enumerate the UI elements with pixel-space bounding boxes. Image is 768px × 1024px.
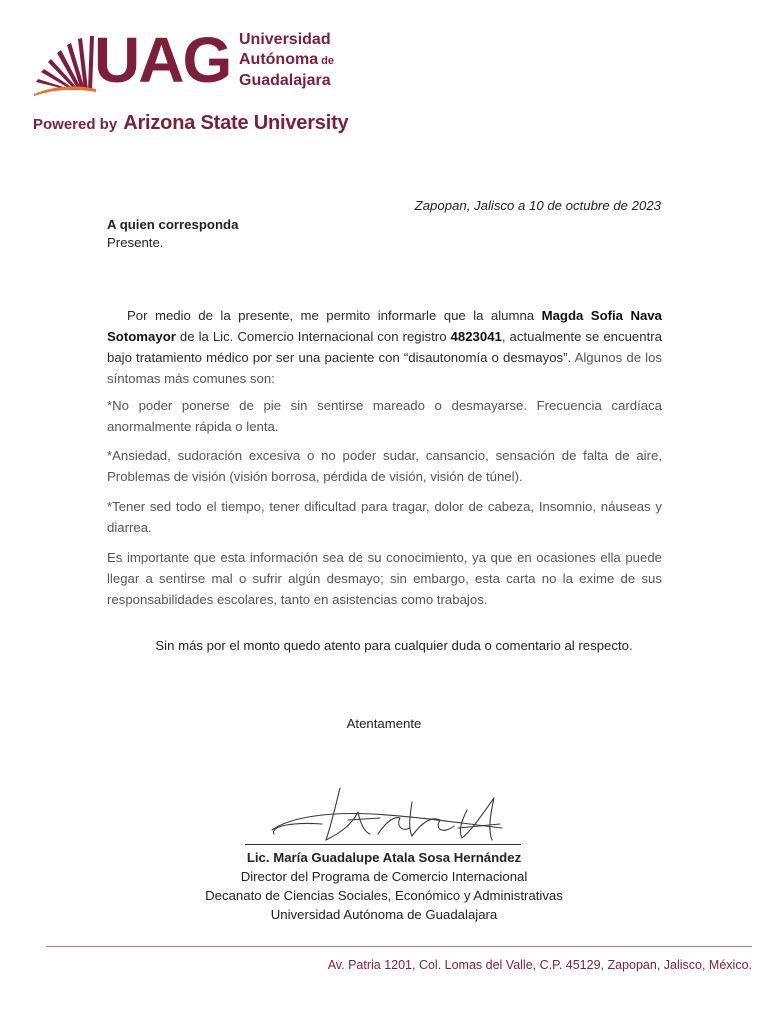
footer-address: Av. Patria 1201, Col. Lomas del Valle, C.P. 45129, Zapopan, Jalisco, México. [327,958,752,972]
signer-name: Lic. María Guadalupe Atala Sosa Hernández [246,850,522,865]
important-paragraph [107,547,662,610]
symptom-paragraph-2 [107,445,662,487]
signer-university: Universidad Autónoma de Guadalajara [270,907,498,922]
regards: Atentamente [346,716,422,731]
university-name-line1: Universidad [239,31,331,48]
university-name-line3: Guadalajara [239,72,331,89]
university-name-de: de [321,55,334,67]
symptom-paragraph-3 [107,496,662,538]
intro-text-2: de la Lic. Comercio Internacional con registro [175,329,451,344]
signer-department: Decanato de Ciencias Sociales, Económico y Administrativas [205,888,563,903]
symptom-text-3: *Tener sed todo el tiempo, tener dificultad para tragar, dolor de cabeza, Insomnio, náuseas y diarrea. [107,499,662,535]
uag-logo [30,26,350,138]
intro-paragraph [107,305,662,389]
signer-title: Director del Programa de Comercio Internacional [240,869,528,884]
intro-text-4: Algunos de los síntomas más comunes son: [107,350,663,386]
footer-divider [46,946,752,947]
symptom-text-1: *No poder ponerse de pie sin sentirse mareado o desmayarse. Frecuencia cardíaca anormalmente rápida o lenta. [107,398,662,434]
university-name [239,30,334,91]
intro-text-3: , actualmente se encuentra bajo tratamiento médico por ser una paciente con “disautonomía o desmayos”. [107,329,662,365]
powered-by [33,112,348,135]
recipient-block [107,216,238,252]
important-text: Es importante que esta información sea de su conocimiento, ya que en ocasiones ella puede llegar a sentirse mal o sufrir algún desmayo; sin embargo, esta carta no la exime de sus responsabilidades escolares, tanto en asistencias como trabajos. [107,550,662,607]
registration-number: 4823041 [450,329,502,344]
symptom-text-2: *Ansiedad, sudoración excesiva o no poder sudar, cansancio, sensación de falta de aire, Problemas de visión (visión borrosa, pérdida de visión, visión de túnel). [107,448,662,484]
symptom-paragraph-1 [107,395,662,437]
university-name-line2: Autónoma de [239,51,334,68]
signature-line [245,844,521,845]
closing-line: Sin más por el monto quedo atento para cualquier duda o comentario al respecto. [155,638,633,653]
brand-wordmark: UAG [94,24,231,96]
partner-name: Arizona State University [123,112,349,134]
student-name: Magda Sofia Nava Sotomayor [107,308,662,344]
present-line: Presente. [107,235,164,250]
powered-by-label: Powered by [33,116,118,133]
intro-text-1: Por medio de la presente, me permito informarle que la alumna [127,308,542,323]
letter-date: Zapopan, Jalisco a 10 de octubre de 2023 [414,198,661,213]
recipient: A quien corresponda [107,217,239,232]
signature-image [262,782,532,852]
sunburst-icon [30,32,100,96]
signer-block [0,848,768,924]
